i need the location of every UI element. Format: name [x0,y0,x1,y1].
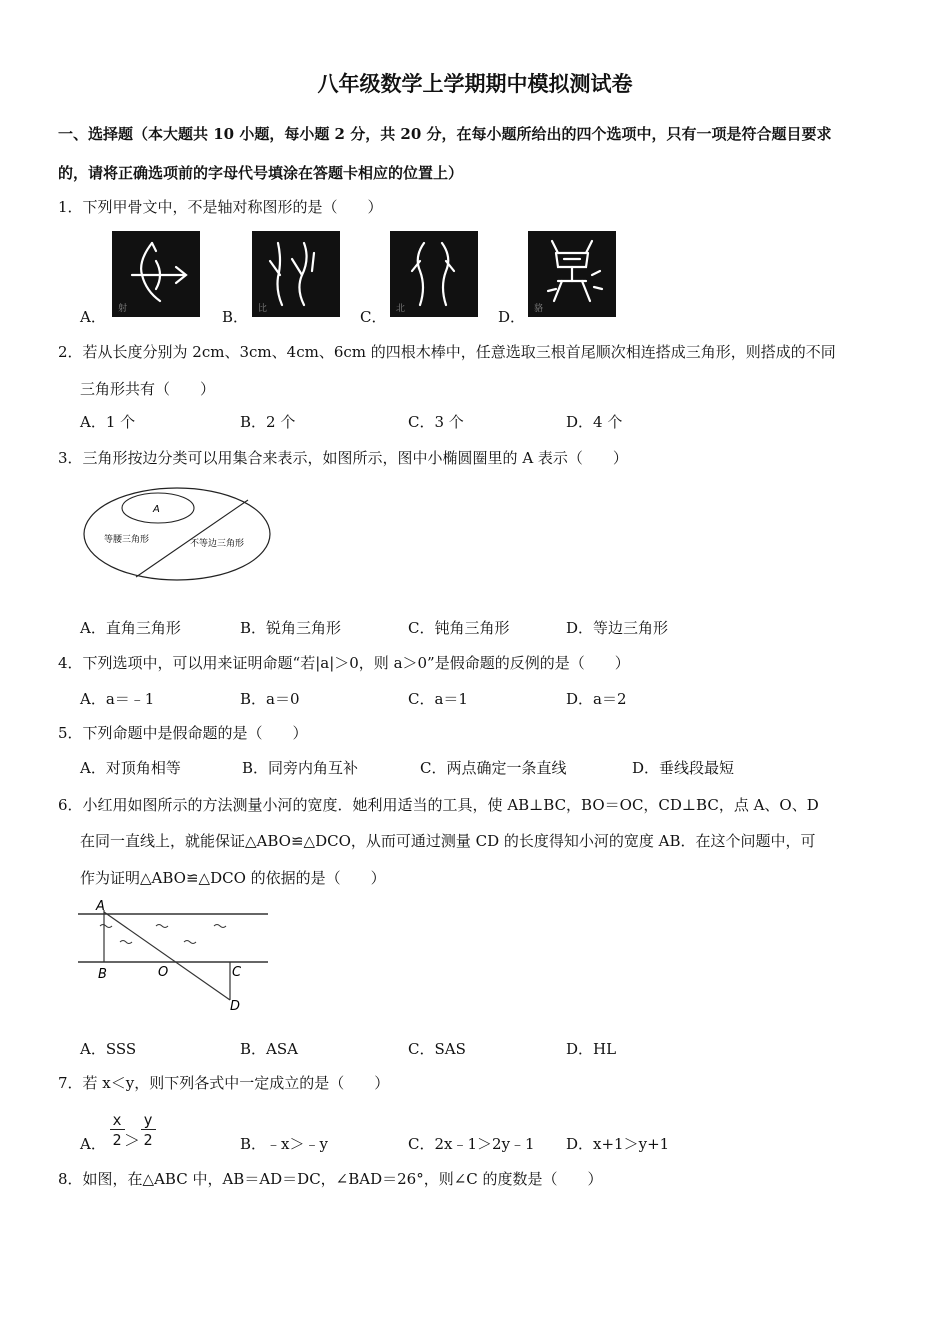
q5-stem: 5．下列命题中是假命题的是（ ） [58,724,308,742]
q3-set-diagram [80,484,275,584]
q4-option-d: D．a＝2 [566,690,627,708]
q2-stem-line1: 2．若从长度分别为 2cm、3cm、4cm、6cm 的四根木棒中，任意选取三根首尾顺次相连搭成三角形，则搭成的不同 [58,343,836,361]
q6-option-d: D．HL [566,1040,617,1058]
q7-option-c: C．2x﹣1＞2y﹣1 [408,1135,535,1153]
page-title: 八年级数学上学期期中模拟测试卷 [317,71,633,96]
q6-label-d: D [230,999,241,1014]
q7-option-a-relation: ＞ [124,1131,141,1150]
q3-outer-ellipse [84,488,270,580]
q6-stem-line2: 在同一直线上，就能保证△ABO≌△DCO，从而可通过测量 CD 的长度得知小河的宽度 AB．在这个问题中，可 [80,832,816,850]
q6-label-a: A [96,899,105,914]
q3-label-scalene: 不等边三角形 [190,539,245,549]
q2-option-b: B．2 个 [240,413,296,431]
q1-glyph-a-caption: 射 [118,304,128,314]
q7-option-a-denominator-1: 2 [112,1131,122,1149]
q7-stem: 7．若 x＜y，则下列各式中一定成立的是（ ） [58,1074,390,1092]
q6-option-b: B．ASA [240,1040,298,1058]
q5-option-d: D．垂线段最短 [632,759,735,777]
q3-label-isosceles: 等腰三角形 [104,535,150,545]
q1-glyph-a [112,231,200,317]
q6-segment-ad [104,912,230,1000]
section-heading-line1: 一、选择题（本大题共 10 小题，每小题 2 分，共 20 分，在每小题所给出的四个选项中，只有一项是符合题目要求 [58,125,832,143]
q4-option-c: C．a＝1 [408,690,468,708]
q5-option-a: A．对顶角相等 [80,759,181,777]
q3-option-d: D．等边三角形 [566,619,669,637]
q6-option-a: A．SSS [80,1040,137,1058]
q7-option-a-prefix: A． [80,1135,106,1153]
q6-option-c: C．SAS [408,1040,466,1058]
q6-label-o: O [158,965,169,980]
q2-option-d: D．4 个 [566,413,623,431]
q1-option-a: A． [80,308,106,326]
q1-option-c: C． [360,308,387,326]
q1-glyph-b [252,231,340,317]
q1-glyph-b-caption: 比 [258,304,268,314]
q8-stem: 8．如图，在△ABC 中，AB＝AD＝DC，∠BAD＝26°，则∠C 的度数是（ ） [58,1170,603,1188]
q7-option-a-denominator-2: 2 [143,1131,153,1149]
q1-glyph-c-caption: 北 [396,304,406,314]
section-heading-line2: 的，请将正确选项前的字母代号填涂在答题卡相应的位置上） [58,164,464,182]
q5-option-c: C．两点确定一条直线 [420,759,567,777]
q1-glyph-d [528,231,616,317]
q6-label-b: B [98,967,107,982]
q5-option-b: B．同旁内角互补 [242,759,359,777]
q1-option-b: B． [222,308,249,326]
q4-option-a: A．a＝﹣1 [80,690,155,708]
q3-option-a: A．直角三角形 [80,619,181,637]
q6-stem-line1: 6．小红用如图所示的方法测量小河的宽度．她利用适当的工具，使 AB⊥BC，BO＝OC，CD⊥BC，点 A、O、D [58,796,819,814]
q6-river-diagram [76,896,276,1016]
q6-label-c: C [232,965,242,980]
q7-option-b: B．﹣x＞﹣y [240,1135,328,1153]
q7-option-d: D．x+1＞y+1 [566,1135,670,1153]
q3-stem: 3．三角形按边分类可以用集合来表示，如图所示，图中小椭圆圈里的 A 表示（ ） [58,449,628,467]
q2-option-c: C．3 个 [408,413,464,431]
q7-option-a-numerator-x: x [112,1111,122,1129]
q4-option-b: B．a＝0 [240,690,300,708]
q2-stem-line2: 三角形共有（ ） [80,380,216,398]
q7-option-a-numerator-y: y [143,1111,153,1129]
q3-option-b: B．锐角三角形 [240,619,342,637]
q6-stem-line3: 作为证明△ABO≌△DCO 的依据的是（ ） [80,869,386,887]
q2-option-a: A．1 个 [80,413,136,431]
q1-glyph-c [390,231,478,317]
q3-option-c: C．钝角三角形 [408,619,510,637]
q1-glyph-d-caption: 貉 [534,304,544,314]
q1-option-d: D． [498,308,526,326]
q4-stem: 4．下列选项中，可以用来证明命题“若|a|＞0，则 a＞0”是假命题的反例的是（ ） [58,654,630,672]
q3-label-a: A [153,504,160,515]
q1-stem: 1．下列甲骨文中，不是轴对称图形的是（ ） [58,198,383,216]
